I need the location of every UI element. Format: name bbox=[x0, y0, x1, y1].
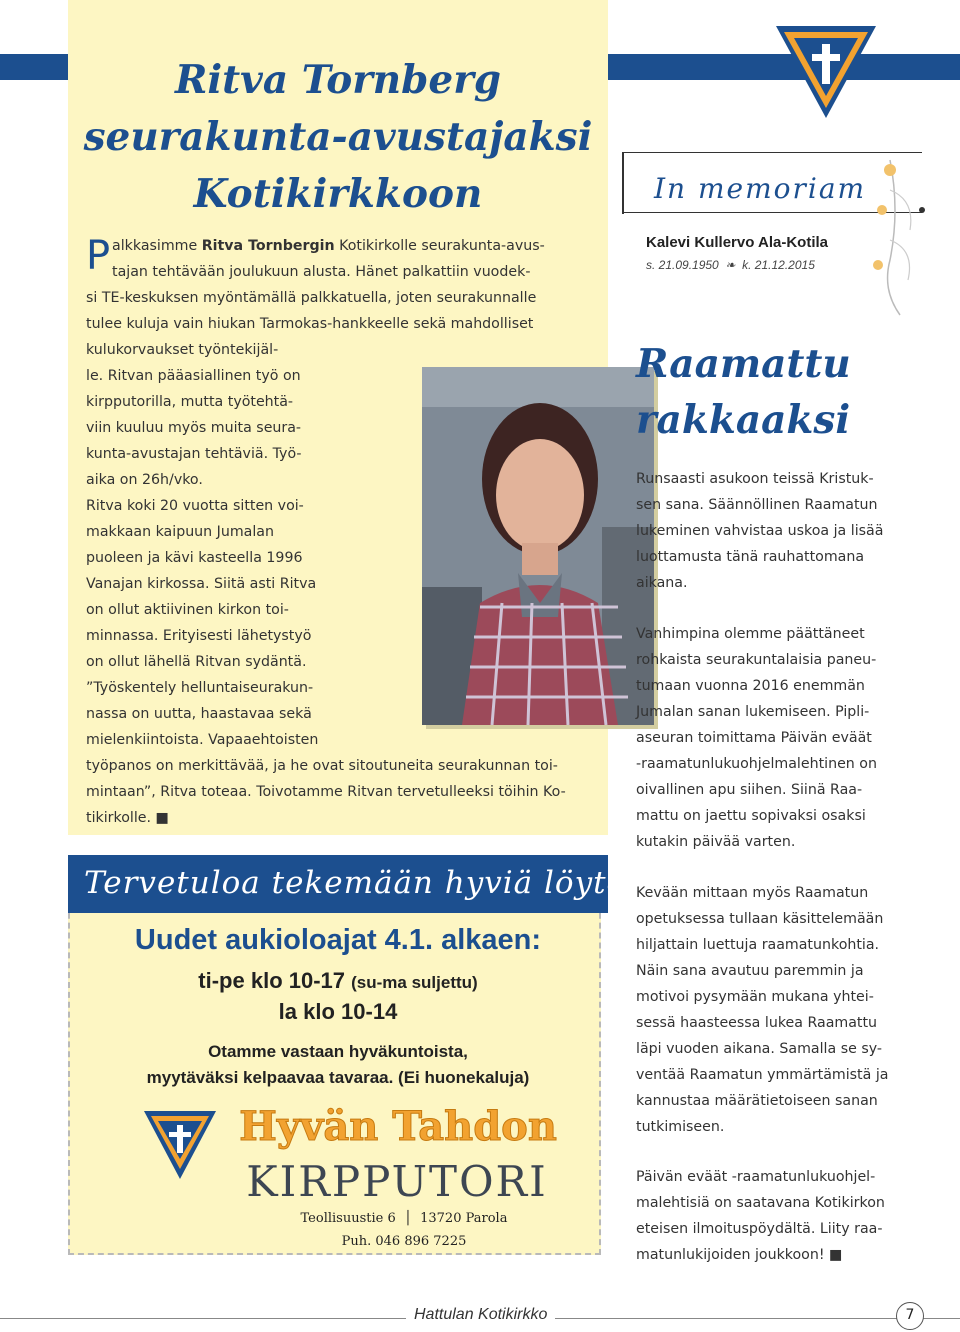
weekday-hours bbox=[68, 968, 608, 994]
memoriam-heading: In memoriam bbox=[654, 172, 867, 205]
article-line: makkaan kaipuun Jumalan bbox=[86, 524, 274, 540]
memoriam-frame-left bbox=[622, 152, 624, 214]
floral-ornament-icon bbox=[860, 150, 940, 320]
raamattu-line: aikana. bbox=[636, 575, 688, 591]
article-line: kirpputorilla, mutta työtehtä- bbox=[86, 394, 294, 410]
weekday-hours-text: ti-pe klo 10-17 bbox=[198, 968, 346, 993]
opening-hours-title: Uudet aukioloajat 4.1. alkaen: bbox=[134, 924, 542, 956]
born-date: s. 21.09.1950 bbox=[646, 258, 719, 272]
article-line: on ollut lähellä Ritvan sydäntä. bbox=[86, 654, 307, 670]
article-line: on ollut aktiivinen kirkon toi- bbox=[86, 602, 289, 618]
drop-cap: P bbox=[86, 233, 111, 279]
raamattu-line: kannustaa määrätietoiseen sanan bbox=[636, 1093, 878, 1109]
raamattu-line: aseuran toimittama Päivän eväät bbox=[636, 730, 872, 746]
article-line: kulukorvaukset työntekijäl- bbox=[86, 342, 279, 358]
article-line: si TE-keskuksen myöntämällä palkkatuella, joten seurakunnalle bbox=[86, 290, 537, 306]
raamattu-line: mattu on jaettu sopivaksi osaksi bbox=[636, 808, 866, 824]
street: Teollisuustie 6 bbox=[300, 1211, 396, 1226]
raamattu-line: läpi vuoden aikana. Samalla se sy- bbox=[636, 1041, 882, 1057]
raamattu-title-line: rakkaaksi bbox=[636, 397, 851, 443]
raamattu-line: ventää Raamatun ymmärtämistä ja bbox=[636, 1067, 889, 1083]
accept-line: myytäväksi kelpaavaa tavaraa. (Ei huonekaluja) bbox=[146, 1068, 530, 1087]
died-date: k. 21.12.2015 bbox=[742, 258, 815, 272]
article-panel bbox=[68, 0, 608, 835]
raamattu-line: hiljattain luettuja raamatunkohtia. bbox=[636, 937, 880, 953]
raamattu-line: opetuksessa tullaan käsittelemään bbox=[636, 911, 884, 927]
notice-header: Tervetuloa tekemään hyviä löytöjä! bbox=[68, 855, 608, 913]
phone: Puh. 046 896 7225 bbox=[341, 1234, 467, 1249]
portrait-photo bbox=[422, 367, 654, 725]
article-line: mintaan”, Ritva toteaa. Toivotamme Ritvan tervetulleeksi töihin Ko- bbox=[86, 784, 566, 800]
raamattu-line: motivoi pysymään mukana yhtei- bbox=[636, 989, 874, 1005]
article-line: työpanos on merkittävää, ja he ovat sitoutuneita seurakunnan toi- bbox=[86, 758, 558, 774]
memoriam-dates bbox=[646, 258, 815, 272]
article-line: ”Työskentely helluntaiseurakun- bbox=[86, 680, 314, 696]
raamattu-line: Päivän eväät -raamatunlukuohjel- bbox=[636, 1169, 876, 1185]
raamattu-line: luottamusta tänä rauhattomana bbox=[636, 549, 865, 565]
article-line: alkkasimme Ritva Tornbergin Kotikirkolle seurakunta-avus- bbox=[112, 238, 545, 254]
article-line: tulee kuluja vain hiukan Tarmokas-hankkeelle sekä mahdolliset bbox=[86, 316, 534, 332]
raamattu-line: oivallinen apu siihen. Siinä Raa- bbox=[636, 782, 863, 798]
raamattu-line: sessä haasteessa lukea Raamattu bbox=[636, 1015, 878, 1031]
page-number: 7 bbox=[896, 1302, 924, 1330]
raamattu-line: Runsaasti asukoon teissä Kristuk- bbox=[636, 471, 874, 487]
raamattu-line: sen sana. Säännöllinen Raamatun bbox=[636, 497, 878, 513]
church-logo-icon bbox=[770, 14, 882, 124]
raamattu-line: Jumalan sanan lukemiseen. Pipli- bbox=[636, 704, 870, 720]
article-line: aika on 26h/vko. bbox=[86, 472, 203, 488]
article-line: nassa on uutta, haastavaa sekä bbox=[86, 706, 312, 722]
article-line: mielenkiintoista. Vapaaehtoisten bbox=[86, 732, 319, 748]
publication-name: Hattulan Kotikirkko bbox=[406, 1306, 555, 1324]
article-line: minnassa. Erityisesti lähetystyö bbox=[86, 628, 312, 644]
article-line: le. Ritvan pääasiallinen työ on bbox=[86, 368, 301, 384]
article-line: kunta-avustajan tehtäviä. Työ- bbox=[86, 446, 302, 462]
accept-line: Otamme vastaan hyväkuntoista, bbox=[208, 1042, 468, 1061]
raamattu-line: Kevään mittaan myös Raamatun bbox=[636, 885, 869, 901]
raamattu-line: kutakin päivää varten. bbox=[636, 834, 796, 850]
memoriam-name: Kalevi Kullervo Ala-Kotila bbox=[646, 234, 828, 251]
article-title bbox=[68, 52, 608, 223]
brand-name: Hyvän Tahdon bbox=[239, 1103, 557, 1150]
article-line: viin kuuluu myös muita seura- bbox=[86, 420, 302, 436]
article-title-line: Ritva Tornberg bbox=[174, 57, 502, 103]
article-line: Vanajan kirkossa. Siitä asti Ritva bbox=[86, 576, 317, 592]
raamattu-line: -raamatunlukuohjelmalehtinen on bbox=[636, 756, 877, 772]
raamattu-line: matunlukijoiden joukkoon! ■ bbox=[636, 1247, 843, 1263]
article-line: tikirkolle. ■ bbox=[86, 810, 169, 826]
article-line: Ritva koki 20 vuotta sitten voi- bbox=[86, 498, 304, 514]
flea-market-notice bbox=[68, 855, 670, 1260]
article-title-line: seurakunta-avustajaksi bbox=[83, 114, 593, 160]
weekday-note: (su-ma suljettu) bbox=[351, 973, 478, 992]
article-line: tajan tehtävään joulukuun alusta. Hänet palkattiin vuodek- bbox=[112, 264, 531, 280]
address: Teollisuustie 6 │ 13720 Parola bbox=[300, 1211, 508, 1226]
postal: 13720 Parola bbox=[420, 1211, 508, 1226]
leaf-separator-icon: ❧ bbox=[725, 258, 736, 272]
raamattu-line: tutkimiseen. bbox=[636, 1119, 725, 1135]
saturday-hours: la klo 10-14 bbox=[278, 999, 398, 1024]
raamattu-line: tumaan vuonna 2016 enemmän bbox=[636, 678, 865, 694]
raamattu-line: rohkaista seurakuntalaisia paneu- bbox=[636, 652, 877, 668]
raamattu-title bbox=[636, 336, 851, 448]
flea-market-logo-icon bbox=[140, 1103, 220, 1183]
raamattu-line: malehtisiä on saatavana Kotikirkon bbox=[636, 1195, 885, 1211]
top-bar-left bbox=[0, 54, 72, 80]
brand-subtitle: KIRPPUTORI bbox=[246, 1157, 548, 1206]
article-title-line: Kotikirkkoon bbox=[193, 171, 483, 217]
article-name-bold: Ritva Tornbergin bbox=[201, 238, 335, 254]
article-line: puoleen ja kävi kasteella 1996 bbox=[86, 550, 303, 566]
raamattu-title-line: Raamattu bbox=[636, 341, 851, 387]
raamattu-line: lukeminen vahvistaa uskoa ja lisää bbox=[636, 523, 884, 539]
raamattu-line: Vanhimpina olemme päättäneet bbox=[636, 626, 865, 642]
raamattu-line: eteisen ilmoituspöydältä. Liity raa- bbox=[636, 1221, 883, 1237]
raamattu-line: Näin sana avautuu paremmin ja bbox=[636, 963, 864, 979]
